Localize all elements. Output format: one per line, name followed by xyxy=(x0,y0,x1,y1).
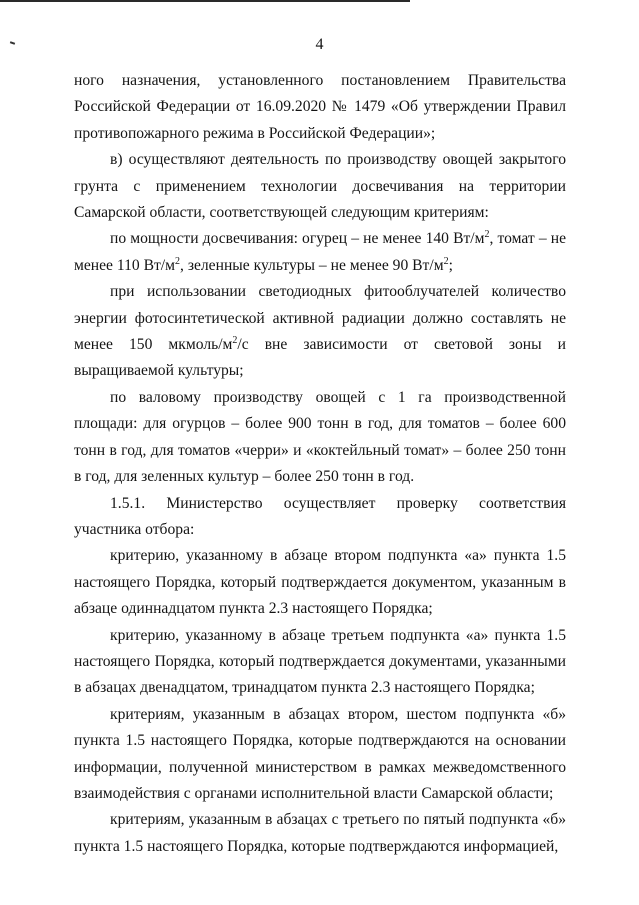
superscript-two: 2 xyxy=(175,255,181,267)
paragraph-4: при использовании светодиодных фитооблучателей количество энергии фотосинтетической активной радиации должно составлять не менее 150 мкмоль/$м^2/с$ вне зависимости от световой зоны и выращиваемой культуры; xyxy=(74,283,566,380)
paragraph-5: по валовому производству овощей с 1 га производственной площади: для огурцов – более 900 тонн в год, для томатов – более 600 тонн в год, для томатов «черри» и «коктейльный томат» – более 250 тонн в год, для зеленных культур – более 250 тонн в год. xyxy=(74,388,566,486)
paragraph-10: критериям, указанным в абзацах с третьего по пятый подпункта «б» пункта 1.5 настоящего Порядка, которые подтверждаются информацией, xyxy=(74,811,566,855)
paragraph-9: критериям, указанным в абзацах втором, шестом подпункта «б» пункта 1.5 настоящего Порядка, которые подтверждаются на основании информации, полученной министерством в рамках межведомственного взаимодействия с органами исполнительной власти Самарской области; xyxy=(74,705,566,802)
paragraph-7: критерию, указанному в абзаце втором подпункта «а» пункта 1.5 настоящего Порядка, который подтверждается документом, указанным в абзаце одиннадцатом пункта 2.3 настоящего Порядка; xyxy=(74,547,566,618)
page-number: 4 xyxy=(315,36,324,53)
paragraph-6: 1.5.1. Министерство осуществляет проверку соответствия участника отбора: xyxy=(74,494,566,538)
superscript-two: 2 xyxy=(232,335,238,347)
document-body xyxy=(74,68,566,860)
paragraph-2: в) осуществляют деятельность по производству овощей закрытого грунта с применением технологии досвечивания на территории Самарской области, соответствующей следующим критериям: xyxy=(74,151,566,222)
paragraph-1: ного назначения, установленного постановлением Правительства Российской Федерации от 16.09.2020 № 1479 «Об утверждении Правил противопожарного режима в Российской Федерации»; xyxy=(74,72,566,142)
paragraph-3: по мощности досвечивания: огурец – не менее 140 $Вт/м^2$, томат – не менее 110 $Вт/м^2$, зеленные культуры – не менее 90 $Вт/м^2$; xyxy=(74,229,567,274)
superscript-two: 2 xyxy=(484,229,490,241)
superscript-two: 2 xyxy=(443,255,449,267)
paragraph-8: критерию, указанному в абзаце третьем подпункта «а» пункта 1.5 настоящего Порядка, который подтверждается документами, указанными в абзацах двенадцатом, тринадцатом пункта 2.3 настоящего Порядка; xyxy=(74,626,566,697)
top-border-line xyxy=(0,0,410,2)
